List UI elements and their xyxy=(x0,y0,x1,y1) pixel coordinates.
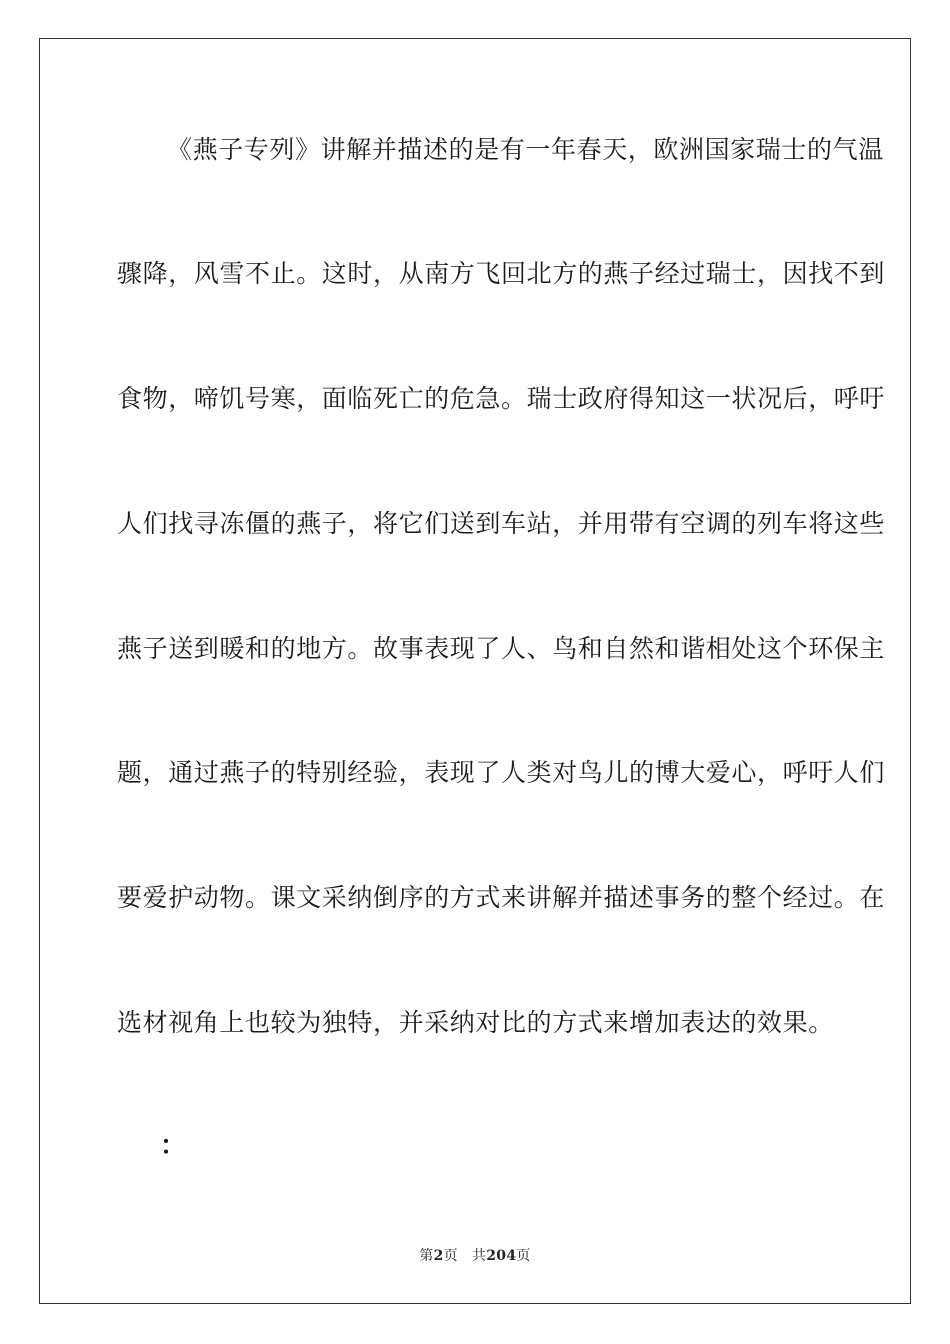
page-number: 2 xyxy=(433,1248,444,1264)
page-suffix: 页 xyxy=(443,1248,458,1264)
paragraph-line-1: 《燕子专列》讲解并描述的是有一年春天，欧洲国家瑞士的气温 xyxy=(167,135,884,164)
total-suffix: 页 xyxy=(516,1248,531,1264)
paragraph-line-2: 骤降，风雪不止。这时，从南方飞回北方的燕子经过瑞士，因找不到 xyxy=(117,259,886,288)
paragraph-line-4: 人们找寻冻僵的燕子，将它们送到车站，并用带有空调的列车将这些 xyxy=(117,509,886,538)
page-border xyxy=(39,38,911,1304)
paragraph-line-7: 要爱护动物。课文采纳倒序的方式来讲解并描述事务的整个经过。在 xyxy=(117,883,886,912)
paragraph-line-3: 食物，啼饥号寒，面临死亡的危急。瑞士政府得知这一状况后，呼吁 xyxy=(117,384,886,413)
paragraph-line-6: 题，通过燕子的特别经验，表现了人类对鸟儿的博大爱心，呼吁人们 xyxy=(117,758,886,787)
paragraph-line-8: 选材视角上也较为独特，并采纳对比的方式来增加表达的效果。 xyxy=(117,1008,834,1037)
colon-mark: ： xyxy=(160,1131,187,1161)
paragraph-line-5: 燕子送到暖和的地方。故事表现了人、鸟和自然和谐相处这个环保主 xyxy=(117,634,886,663)
page-footer xyxy=(0,1246,950,1266)
total-pages: 204 xyxy=(486,1248,517,1264)
page-prefix: 第 xyxy=(419,1248,434,1264)
total-prefix: 共 xyxy=(471,1248,487,1264)
